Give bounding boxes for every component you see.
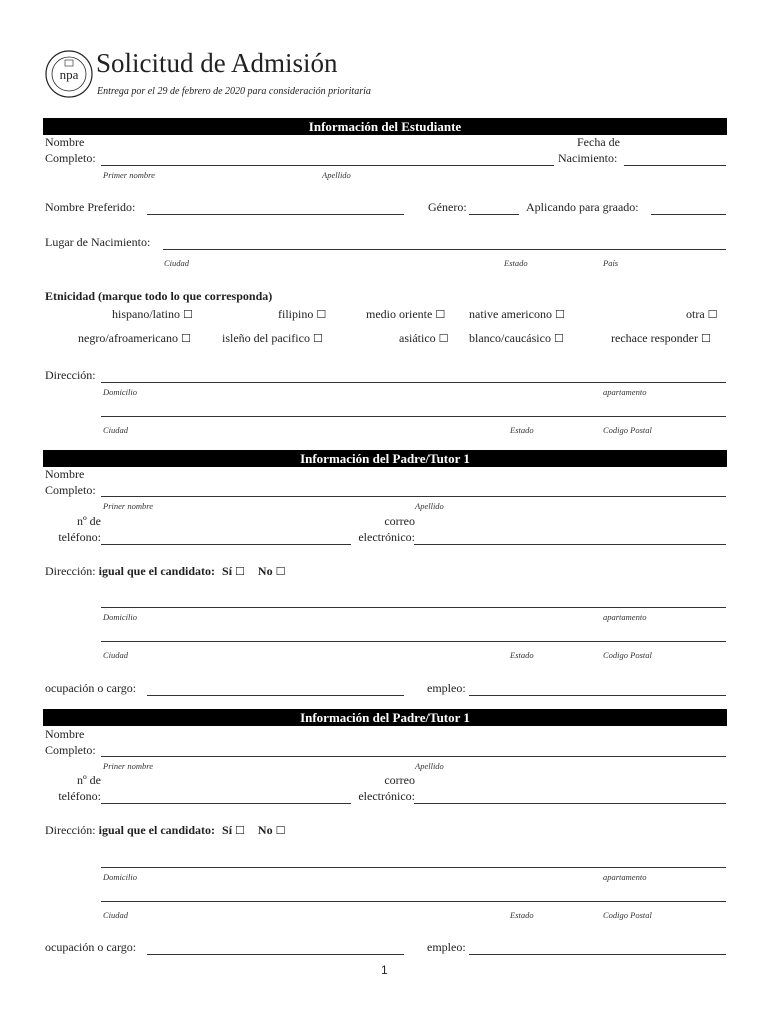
guardian2-occupation-label: ocupación o cargo:: [45, 940, 137, 954]
guardian2-domicile-caption: Domicilio: [103, 872, 137, 882]
school-seal-logo: [44, 46, 94, 102]
guardian1-employer-field[interactable]: [469, 695, 726, 696]
student-address-line-1[interactable]: [101, 382, 726, 383]
guardian2-phone-field[interactable]: [101, 803, 351, 804]
guardian1-phone-label-1: nº de: [76, 514, 101, 528]
guardian2-city-caption: Ciudad: [103, 910, 129, 920]
domicile-caption: Domicilio: [103, 387, 137, 397]
gender-field[interactable]: [469, 214, 519, 215]
guardian1-city-caption: Ciudad: [103, 650, 129, 660]
guardian1-first-name-caption: Priner nombre: [103, 501, 153, 511]
ethnicity-option-label: blanco/caucásico: [469, 331, 551, 345]
guardian2-email-label-1: correo: [384, 773, 415, 787]
checkbox-icon[interactable]: ☐: [554, 308, 565, 321]
student-full-name-label-2: Completo:: [45, 151, 96, 165]
checkbox-icon[interactable]: ☐: [235, 824, 245, 837]
guardian1-domicile-caption: Domicilio: [103, 612, 137, 622]
guardian2-last-name-caption: Apellido: [415, 761, 444, 771]
gender-label: Género:: [428, 200, 467, 214]
preferred-name-label: Nombre Preferido:: [45, 200, 136, 214]
guardian1-no-label: No: [257, 564, 273, 578]
checkbox-icon[interactable]: ☐: [707, 308, 718, 321]
guardian1-full-name-label-2: Completo:: [45, 483, 96, 497]
guardian2-address-line-2[interactable]: [101, 901, 726, 902]
ethnicity-option-label: native americono: [469, 307, 552, 321]
student-address-line-2[interactable]: [101, 416, 726, 417]
guardian1-occupation-label: ocupación o cargo:: [45, 681, 137, 695]
checkbox-icon[interactable]: ☐: [316, 308, 327, 321]
student-full-name-field[interactable]: [101, 165, 554, 166]
guardian2-employer-field[interactable]: [469, 954, 726, 955]
student-birthdate-field[interactable]: [624, 165, 726, 166]
student-section-header: Información del Estudiante: [43, 118, 727, 135]
guardian2-email-field[interactable]: [414, 803, 726, 804]
guardian1-address-line-2[interactable]: [101, 641, 726, 642]
ethnicity-option-label: asiático: [399, 331, 436, 345]
page-title: Solicitud de Admisión: [96, 48, 338, 78]
guardian1-address-row: [45, 564, 285, 579]
student-full-name-label-1: Nombre: [45, 135, 85, 149]
ethnicity-option-pacific-islander[interactable]: [222, 331, 323, 346]
checkbox-icon[interactable]: ☐: [275, 565, 286, 578]
birthplace-city-caption: Ciudad: [164, 258, 190, 268]
birthplace-field[interactable]: [163, 249, 726, 250]
student-birth-label-2: Nacimiento:: [558, 151, 618, 165]
guardian1-postal-caption: Codigo Postal: [603, 650, 652, 660]
ethnicity-option-label: filipino: [278, 307, 314, 321]
ethnicity-option-other[interactable]: [686, 307, 718, 322]
guardian2-apartment-caption: apartamento: [603, 872, 647, 882]
birthplace-label: Lugar de Nacimiento:: [45, 235, 151, 249]
checkbox-icon[interactable]: ☐: [180, 332, 191, 345]
checkbox-icon[interactable]: ☐: [275, 824, 286, 837]
guardian2-employer-label: empleo:: [427, 940, 466, 954]
ethnicity-option-black[interactable]: [78, 331, 191, 346]
guardian2-full-name-field[interactable]: [101, 756, 726, 757]
guardian1-employer-label: empleo:: [427, 681, 466, 695]
grade-label: Aplicando para graado:: [526, 200, 639, 214]
guardian1-email-field[interactable]: [414, 544, 726, 545]
guardian1-yes-label: Sí: [222, 564, 233, 578]
student-birth-label-1: Fecha de: [577, 135, 620, 149]
checkbox-icon[interactable]: ☐: [435, 308, 446, 321]
guardian2-same-label: igual que el candidato:: [98, 823, 216, 837]
birthplace-state-caption: Estado: [504, 258, 528, 268]
checkbox-icon[interactable]: ☐: [700, 332, 711, 345]
guardian2-full-name-label-1: Nombre: [45, 727, 85, 741]
guardian2-first-name-caption: Priner nombre: [103, 761, 153, 771]
ethnicity-option-hispanic[interactable]: [112, 307, 193, 322]
checkbox-icon[interactable]: ☐: [183, 308, 193, 321]
last-name-caption: Apellido: [322, 170, 351, 180]
guardian1-full-name-label-1: Nombre: [45, 467, 85, 481]
guardian2-address-row: [45, 823, 285, 838]
guardian2-full-name-label-2: Completo:: [45, 743, 96, 757]
checkbox-icon[interactable]: ☐: [553, 332, 564, 345]
ethnicity-option-label: negro/afroamericano: [78, 331, 178, 345]
apartment-caption: apartamento: [603, 387, 647, 397]
ethnicity-option-white[interactable]: [469, 331, 564, 346]
guardian1-phone-field[interactable]: [101, 544, 351, 545]
grade-field[interactable]: [651, 214, 726, 215]
postal-caption: Codigo Postal: [603, 425, 652, 435]
state-caption: Estado: [510, 425, 534, 435]
preferred-name-field[interactable]: [147, 214, 404, 215]
guardian2-state-caption: Estado: [510, 910, 534, 920]
page-subtitle: Entrega por el 29 de febrero de 2020 para consideración prioritaria: [97, 86, 371, 97]
city-caption: Ciudad: [103, 425, 129, 435]
guardian1-address-label: Dirección:: [45, 564, 96, 578]
guardian2-email-label-2: electrónico:: [358, 789, 415, 803]
guardian1-last-name-caption: Apellido: [415, 501, 444, 511]
guardian1-state-caption: Estado: [510, 650, 534, 660]
guardian2-no-label: No: [257, 823, 273, 837]
student-address-label: Dirección:: [45, 368, 96, 382]
checkbox-icon[interactable]: ☐: [438, 332, 449, 345]
checkbox-icon[interactable]: ☐: [235, 565, 245, 578]
guardian2-phone-label-2: teléfono:: [58, 789, 101, 803]
guardian2-postal-caption: Codigo Postal: [603, 910, 652, 920]
guardian1-email-label-2: electrónico:: [358, 530, 415, 544]
guardian1-occupation-field[interactable]: [147, 695, 404, 696]
guardian1-full-name-field[interactable]: [101, 496, 726, 497]
birthplace-country-caption: País: [603, 258, 619, 268]
guardian1-same-label: igual que el candidato:: [98, 564, 216, 578]
ethnicity-label: Etnicidad (marque todo lo que corresponda): [45, 289, 273, 303]
ethnicity-option-label: medio oriente: [366, 307, 433, 321]
ethnicity-option-middle-east[interactable]: [366, 307, 445, 322]
guardian1-section-header: Información del Padre/Tutor 1: [43, 450, 727, 467]
ethnicity-option-asian[interactable]: [399, 331, 449, 346]
ethnicity-option-filipino[interactable]: [278, 307, 326, 322]
guardian1-email-label-1: correo: [384, 514, 415, 528]
ethnicity-option-decline[interactable]: [611, 331, 711, 346]
ethnicity-option-label: rechace responder: [611, 331, 698, 345]
guardian1-phone-label-2: teléfono:: [58, 530, 101, 544]
guardian2-address-label: Dirección:: [45, 823, 96, 837]
guardian2-yes-label: Sí: [222, 823, 233, 837]
checkbox-icon[interactable]: ☐: [312, 332, 323, 345]
guardian2-section-header: Información del Padre/Tutor 1: [43, 709, 727, 726]
guardian2-occupation-field[interactable]: [147, 954, 404, 955]
guardian1-apartment-caption: apartamento: [603, 612, 647, 622]
guardian1-address-line-1[interactable]: [101, 607, 726, 608]
svg-text:npa: npa: [59, 67, 79, 82]
guardian2-address-line-1[interactable]: [101, 867, 726, 868]
guardian2-phone-label-1: nº de: [76, 773, 101, 787]
ethnicity-option-label: otra: [686, 307, 705, 321]
page-number: 1: [381, 963, 388, 977]
ethnicity-option-label: hispano/latino: [112, 307, 180, 321]
ethnicity-option-label: isleño del pacifico: [222, 331, 310, 345]
first-name-caption: Primer nombre: [103, 170, 155, 180]
ethnicity-option-native-american[interactable]: [469, 307, 565, 322]
